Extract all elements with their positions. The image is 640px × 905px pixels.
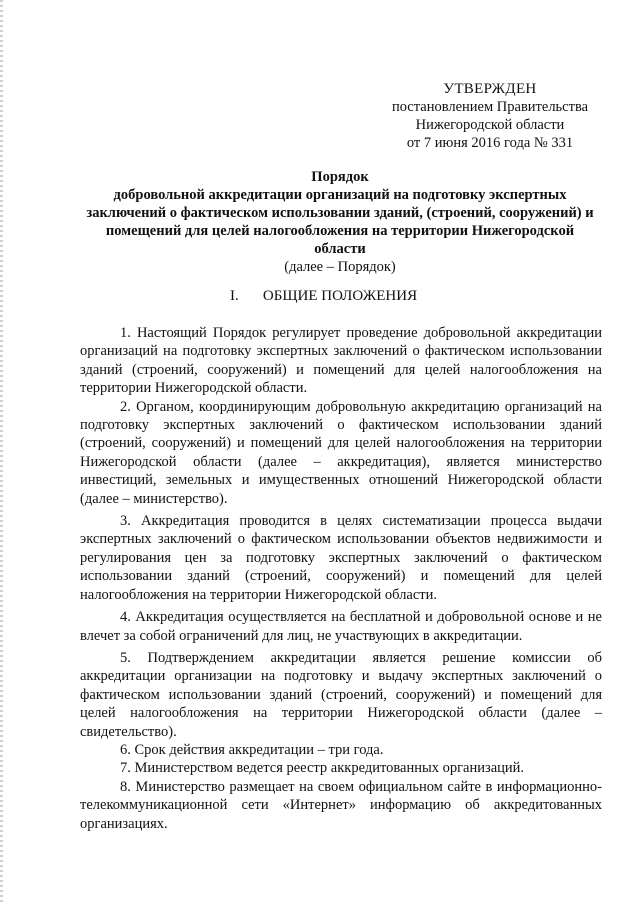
paragraph: 4. Аккредитация осуществляется на бесплатной и добровольной основе и не влечет за собой ограничений для лиц, не участвующих в аккредитации.: [80, 609, 602, 644]
paragraph: 8. Министерство размещает на своем официальном сайте в информационно-телекоммуникационной сети «Интернет» информацию об аккредитованных организациях.: [80, 778, 602, 832]
approval-line: Нижегородской области: [415, 117, 565, 133]
document-title-block: [80, 168, 600, 276]
paragraph: 6. Срок действия аккредитации – три года.: [120, 741, 384, 758]
paragraph: 3. Аккредитация проводится в целях систематизации процесса выдачи экспертных заключений о фактическом использовании объектов недвижимости и регулирования цен за подготовку экспертных заключений о фактическом использовании зданий (строений, сооружений) и помещений для целей налогообложения на территории Нижегородской области.: [80, 513, 602, 603]
approval-stamp-block: [380, 80, 600, 152]
approval-line: постановлением Правительства: [391, 99, 589, 115]
document-abbreviation: (далее – Порядок): [284, 259, 396, 275]
section-title: ОБЩИЕ ПОЛОЖЕНИЯ: [262, 288, 418, 304]
approval-line: от 7 июня 2016 года № 331: [406, 135, 574, 151]
document-title: Порядок: [311, 169, 369, 185]
scan-edge-artifact: [0, 0, 3, 905]
document-subtitle: добровольной аккредитации организаций на подготовку экспертных заключений о фактическом использовании зданий, (строений, сооружений) и помещений для целей налогообложения на территории Нижегородской области: [86, 187, 594, 257]
document-body: [80, 324, 602, 833]
section-numeral: I.: [230, 288, 239, 304]
paragraph: 2. Органом, координирующим добровольную аккредитацию организаций на подготовку экспертных заключений о фактическом использовании зданий (строений, сооружений) и помещений для целей налогообложения на территории Нижегородской области (далее – аккредитация), является министерство инвестиций, земельных и имущественных отношений Нижегородской области (далее – министерство).: [80, 398, 602, 507]
section-heading: [80, 288, 600, 305]
paragraph: 1. Настоящий Порядок регулирует проведение добровольной аккредитации организаций на подготовку экспертных заключений о фактическом использовании зданий (строений, сооружений) и помещений для целей налогообложения на территории Нижегородской области.: [80, 325, 602, 397]
paragraph: 7. Министерством ведется реестр аккредитованных организаций.: [120, 760, 525, 777]
approval-heading: УТВЕРЖДЕН: [443, 81, 537, 97]
paragraph: 5. Подтверждением аккредитации является решение комиссии об аккредитации организации на подготовку и выдачу экспертных заключений о фактическом использовании зданий (строений, сооружений) и помещений для целей налогообложения на территории Нижегородской области (далее – свидетельство).: [80, 649, 602, 740]
